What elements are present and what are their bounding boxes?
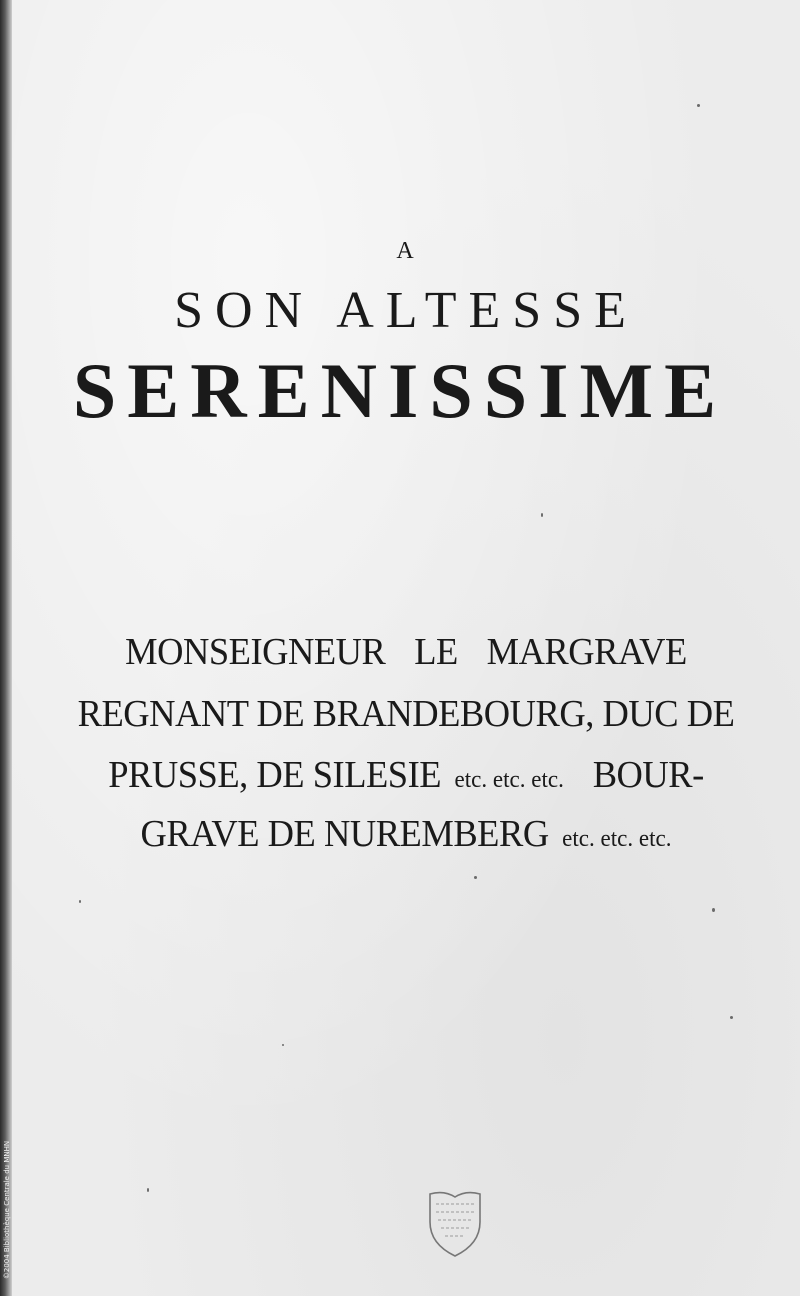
address-margrave: MARGRAVE [486,631,687,673]
address-monseigneur: MONSEIGNEUR [125,631,386,673]
copyright-watermark [0,1130,12,1296]
address-etc-1: etc. etc. etc. [454,767,564,793]
address-etc-2: etc. etc. etc. [562,826,672,852]
address-prusse-silesie: PRUSSE, DE SILESIE [108,754,442,796]
paper-speck [712,908,715,912]
paper-speck [541,513,543,517]
address-line-4 [28,812,784,856]
page-binding-edge [0,0,12,1296]
address-bour: BOUR- [592,754,704,796]
address-line-1 [28,630,784,674]
paper-speck [474,876,477,879]
paper-speck [79,900,81,903]
dedication-title-son-altesse: SON ALTESSE [174,282,638,339]
paper-speck [697,104,700,107]
address-line-3 [28,753,784,797]
library-stamp-icon [426,1188,484,1258]
address-grave-nuremberg: GRAVE DE NUREMBERG [140,813,549,855]
address-le: LE [414,631,458,673]
paper-speck [730,1016,733,1019]
address-line-2: REGNANT DE BRANDEBOURG, DUC DE [77,693,735,735]
dedication-title-serenissime: SERENISSIME [72,347,728,434]
paper-speck [147,1188,149,1192]
copyright-watermark-text: ©2004 Bibliothèque Centrale du MNHN [3,1140,11,1280]
paper-speck [282,1044,284,1046]
dedication-preposition: A [396,238,416,264]
